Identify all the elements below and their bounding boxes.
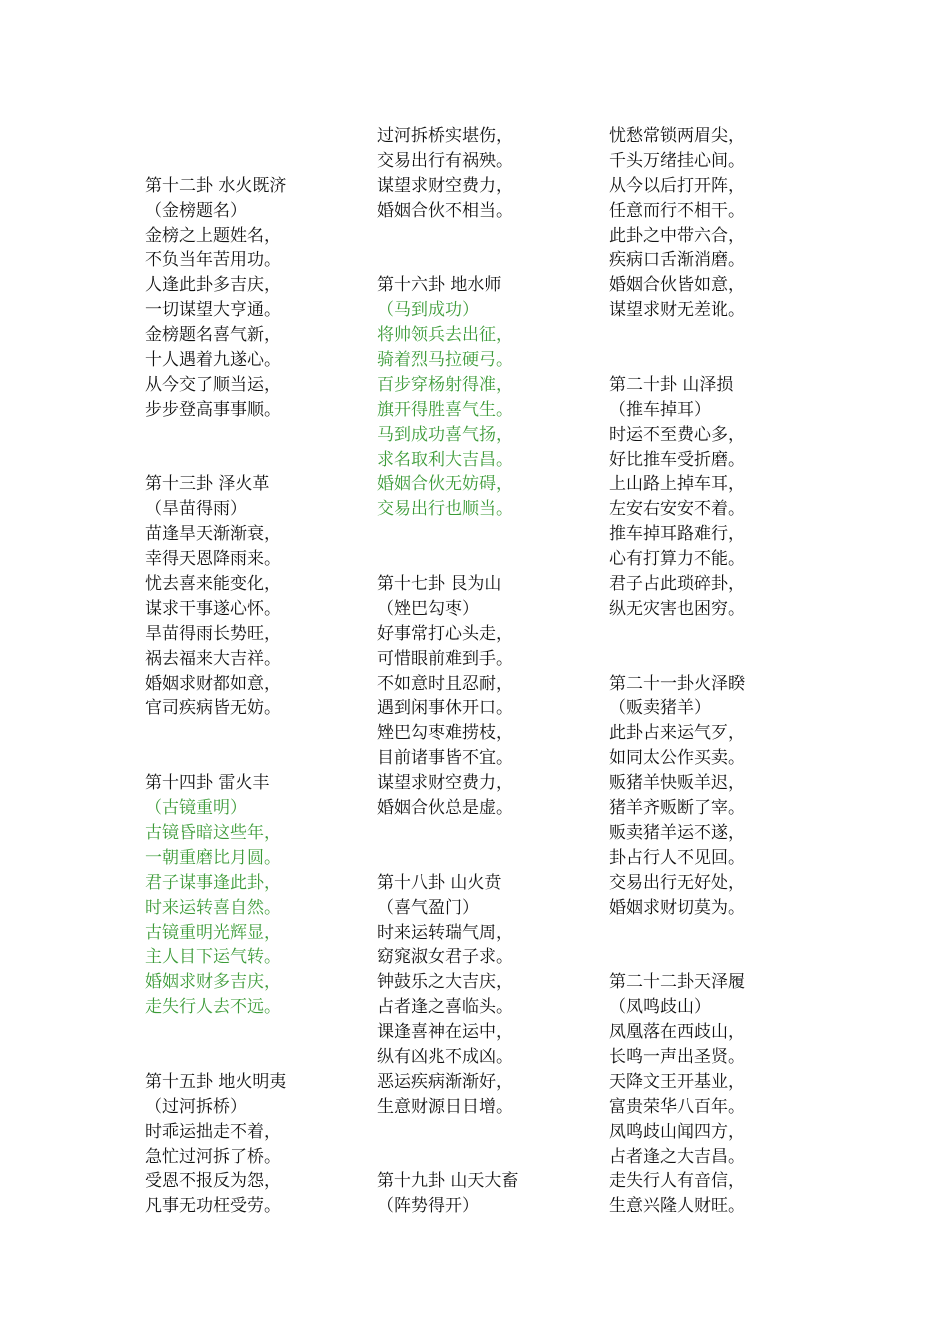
text-column-3 [609, 124, 819, 1219]
text-line: 时乖运拙走不着， [145, 1121, 281, 1142]
text-line: 钟鼓乐之大吉庆， [377, 972, 513, 993]
text-line: 官司疾病皆无妨。 [145, 698, 281, 719]
text-line: 第十八卦 山火贲 [377, 872, 502, 893]
text-line: （马到成功） [377, 300, 479, 321]
text-line: 骑着烈马拉硬弓。 [377, 350, 513, 371]
blank-line [377, 547, 587, 572]
text-column-2 [377, 124, 587, 1219]
text-line: 时来运转喜自然。 [145, 897, 281, 918]
text-line: （阵势得开） [377, 1196, 479, 1217]
text-line: 婚姻合伙无妨碍， [377, 474, 513, 495]
text-line: 主人目下运气转。 [145, 947, 281, 968]
text-line: 占者逢之喜临头。 [377, 997, 513, 1018]
text-line: 第十二卦 水火既济 [145, 175, 287, 196]
text-line: 从今以后打开阵， [609, 175, 745, 196]
text-line: 交易出行也顺当。 [377, 499, 513, 520]
text-line: 一朝重磨比月圆。 [145, 847, 281, 868]
text-line: 走失行人去不远。 [145, 997, 281, 1018]
text-line: 求名取利大吉昌。 [377, 449, 513, 470]
text-line: 千头万绪挂心间。 [609, 150, 745, 171]
text-line: 时运不至费心多， [609, 424, 745, 445]
text-line: 马到成功喜气扬， [377, 424, 513, 445]
blank-line [377, 1120, 587, 1145]
text-line: 步步登高事事顺。 [145, 399, 281, 420]
text-column-1 [145, 124, 355, 1219]
blank-line [145, 423, 355, 448]
blank-line [609, 921, 819, 946]
text-line: 可惜眼前难到手。 [377, 648, 513, 669]
text-line: 矬巴勾枣难捞枝， [377, 723, 513, 744]
blank-line [145, 448, 355, 473]
text-line: 旱苗得雨长势旺， [145, 623, 281, 644]
text-line: （喜气盈门） [377, 897, 479, 918]
text-line: 第十五卦 地火明夷 [145, 1071, 287, 1092]
text-line: 婚姻求财都如意， [145, 673, 281, 694]
text-line: 第十三卦 泽火革 [145, 474, 270, 495]
text-line: 纵有凶兆不成凶。 [377, 1046, 513, 1067]
text-line: 此卦之中带六合， [609, 225, 745, 246]
text-line: 十人遇着九遂心。 [145, 350, 281, 371]
text-line: 上山路上掉车耳， [609, 474, 745, 495]
text-line: 百步穿杨射得准， [377, 374, 513, 395]
text-line: 婚姻求财多吉庆， [145, 972, 281, 993]
text-line: 天降文王开基业， [609, 1071, 745, 1092]
text-line: 谋望求财无差讹。 [609, 300, 745, 321]
text-line: 第二十卦 山泽损 [609, 374, 734, 395]
text-line: 课逢喜神在运中， [377, 1022, 513, 1043]
text-line: 受恩不报反为怨， [145, 1171, 281, 1192]
text-line: 第十六卦 地水师 [377, 275, 502, 296]
blank-line [377, 248, 587, 273]
text-line: 婚姻合伙不相当。 [377, 200, 513, 221]
blank-line [145, 746, 355, 771]
text-line: 第二十二卦天泽履 [609, 972, 745, 993]
text-line: 任意而行不相干。 [609, 200, 745, 221]
blank-line [145, 149, 355, 174]
text-line: 一切谋望大亨通。 [145, 300, 281, 321]
text-line: 苗逢旱天渐渐衰， [145, 524, 281, 545]
blank-line [377, 224, 587, 249]
text-line: 如同太公作买卖。 [609, 748, 745, 769]
text-line: 第十七卦 艮为山 [377, 574, 502, 595]
text-line: 过河拆桥实堪伤， [377, 126, 513, 146]
text-line: 贩卖猪羊运不遂， [609, 822, 745, 843]
text-line: 交易出行无好处， [609, 872, 745, 893]
text-line: 此卦占来运气歹， [609, 723, 745, 744]
text-line: 将帅领兵去出征， [377, 325, 513, 346]
text-line: 谋望求财空费力， [377, 175, 513, 196]
text-line: 急忙过河拆了桥。 [145, 1146, 281, 1167]
blank-line [145, 1045, 355, 1070]
text-line: 凤鸣歧山闻四方， [609, 1121, 745, 1142]
text-line: 君子谋事逢此卦， [145, 872, 281, 893]
text-line: 从今交了顺当运， [145, 374, 281, 395]
text-line: 君子占此琐碎卦， [609, 574, 745, 595]
text-line: （贩卖猪羊） [609, 698, 711, 719]
text-line: 贩猪羊快贩羊迟， [609, 773, 745, 794]
text-line: 好事常打心头走， [377, 623, 513, 644]
text-line: 走失行人有音信， [609, 1171, 745, 1192]
text-line: 卦占行人不见回。 [609, 847, 745, 868]
text-line: 占者逢之大吉昌。 [609, 1146, 745, 1167]
blank-line [609, 647, 819, 672]
text-line: 猪羊齐贩断了宰。 [609, 798, 745, 819]
blank-line [609, 348, 819, 373]
text-line: 忧去喜来能变化， [145, 574, 281, 595]
text-line: 谋望求财空费力， [377, 773, 513, 794]
text-line: 目前诸事皆不宜。 [377, 748, 513, 769]
blank-line [145, 721, 355, 746]
text-line: 心有打算力不能。 [609, 549, 745, 570]
text-line: 富贵荣华八百年。 [609, 1096, 745, 1117]
text-line: （古镜重明） [145, 798, 247, 819]
text-line: 长鸣一声出圣贤。 [609, 1046, 745, 1067]
text-line: 金榜之上题姓名， [145, 225, 281, 246]
text-line: 遇到闲事休开口。 [377, 698, 513, 719]
text-line: 生意财源日日增。 [377, 1096, 513, 1117]
text-line: 谋求干事遂心怀。 [145, 598, 281, 619]
text-line: 纵无灾害也困穷。 [609, 598, 745, 619]
blank-line [377, 522, 587, 547]
blank-line [377, 821, 587, 846]
text-line: 恶运疾病渐渐好， [377, 1071, 513, 1092]
blank-line [377, 1145, 587, 1170]
text-line: 时来运转瑞气周， [377, 922, 513, 943]
text-line: 左安右安安不着。 [609, 499, 745, 520]
text-line: 金榜题名喜气新， [145, 325, 281, 346]
blank-line [145, 1020, 355, 1045]
text-line: （矬巴勾枣） [377, 598, 479, 619]
text-line: （旱苗得雨） [145, 499, 247, 520]
text-line: （金榜题名） [145, 200, 247, 221]
text-line: 第十九卦 山天大畜 [377, 1171, 519, 1192]
text-line: 凡事无功枉受劳。 [145, 1196, 281, 1217]
text-line: 祸去福来大吉祥。 [145, 648, 281, 669]
text-line: 人逢此卦多吉庆， [145, 275, 281, 296]
text-line: （过河拆桥） [145, 1096, 247, 1117]
text-line: （推车掉耳） [609, 399, 711, 420]
blank-line [609, 622, 819, 647]
text-line: 旗开得胜喜气生。 [377, 399, 513, 420]
blank-line [609, 323, 819, 348]
text-line: 生意兴隆人财旺。 [609, 1196, 745, 1217]
text-line: 疾病口舌渐消磨。 [609, 250, 745, 271]
text-line: 不负当年苦用功。 [145, 250, 281, 271]
text-line: 婚姻合伙皆如意， [609, 275, 745, 296]
text-line: 婚姻求财切莫为。 [609, 897, 745, 918]
blank-line [145, 124, 355, 149]
text-line: 幸得天恩降雨来。 [145, 549, 281, 570]
text-line: （凤鸣歧山） [609, 997, 711, 1018]
text-line: 婚姻合伙总是虚。 [377, 798, 513, 819]
text-line: 不如意时且忍耐， [377, 673, 513, 694]
text-line: 交易出行有祸殃。 [377, 150, 513, 171]
blank-line [609, 945, 819, 970]
text-line: 古镜昏暗这些年， [145, 822, 281, 843]
text-line: 第二十一卦火泽睽 [609, 673, 745, 694]
text-line: 凤凰落在西歧山， [609, 1022, 745, 1043]
text-line: 推车掉耳路难行， [609, 524, 745, 545]
text-line: 好比推车受折磨。 [609, 449, 745, 470]
text-line: 第十四卦 雷火丰 [145, 773, 270, 794]
text-line: 古镜重明光辉显， [145, 922, 281, 943]
text-line: 窈窕淑女君子求。 [377, 947, 513, 968]
text-line: 忧愁常锁两眉尖， [609, 126, 745, 146]
blank-line [377, 846, 587, 871]
